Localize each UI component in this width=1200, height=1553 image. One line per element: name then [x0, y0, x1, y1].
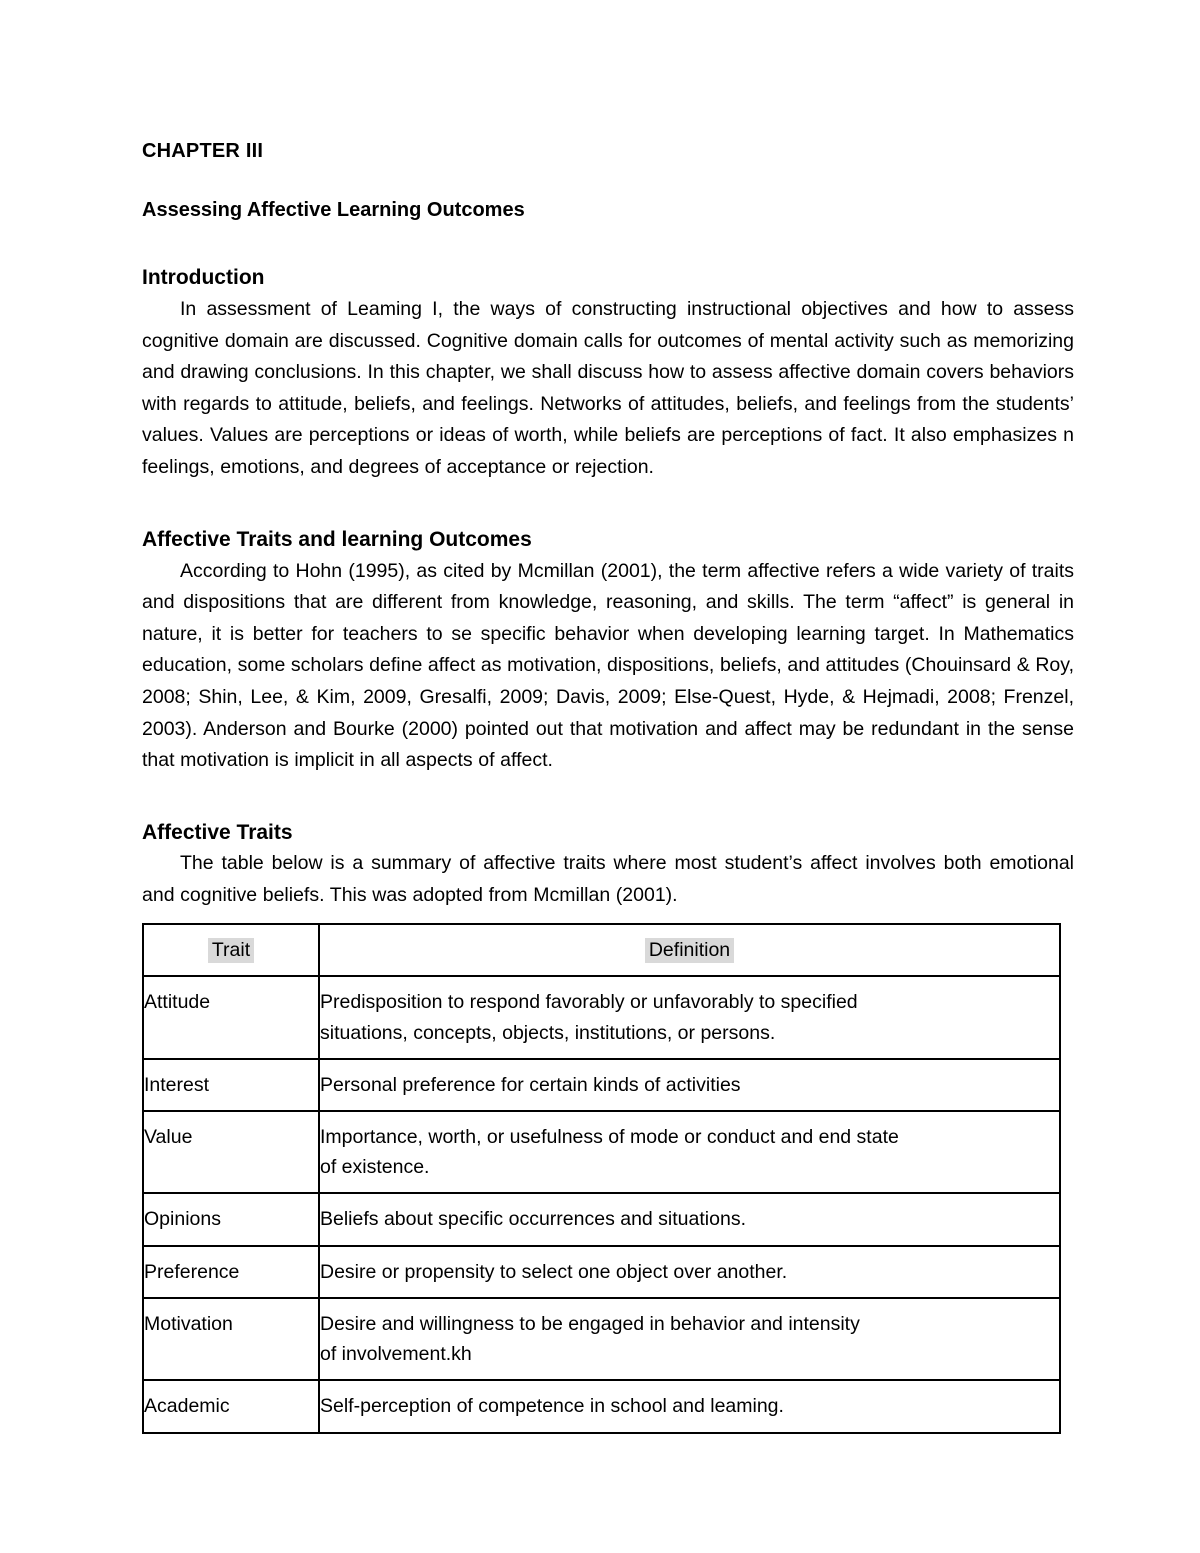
cell-definition [319, 1193, 1060, 1245]
paragraph-introduction [142, 294, 1074, 483]
paragraph-affective-traits-text: The table below is a summary of affective traits where most student’s affect involves both emotional and cognitive beliefs. This was adopted from Mcmillan (2001). [142, 851, 1074, 906]
column-header-definition-label: Definition [645, 938, 734, 963]
definition-line-2: situations, concepts, objects, institutions, or persons. [320, 1021, 776, 1044]
paragraph-introduction-text: In assessment of Leaming I, the ways of constructing instructional objectives and how to assess cognitive domain are discussed. Cognitive domain calls for outcomes of mental activity such as memorizing and drawing conclusions. In this chapter, we shall discuss how to assess affective domain covers behaviors with regards to attitude, beliefs, and feelings. Networks of attitudes, beliefs, and feelings from the students’ values. Values are perceptions or ideas of worth, while beliefs are perceptions of fact. It also emphasizes n feelings, emotions, and degrees of acceptance or rejection. [142, 298, 1074, 479]
definition-line-1: Desire and willingness to be engaged in behavior and intensity [320, 1312, 860, 1335]
section-heading-affective-traits: Affective Traits [142, 820, 293, 844]
column-header-trait-label: Trait [208, 938, 254, 963]
column-header-trait [143, 924, 319, 976]
table-body [143, 976, 1060, 1432]
cell-definition [319, 1298, 1060, 1380]
definition-line-1: Personal preference for certain kinds of activities [320, 1073, 741, 1096]
definition-line-2: of existence. [320, 1156, 430, 1179]
cell-trait: Motivation [143, 1298, 319, 1380]
definition-line-2: of involvement.kh [320, 1343, 472, 1366]
chapter-label: CHAPTER III [142, 140, 264, 162]
paragraph-affective-traits-and-learning-outcomes [142, 556, 1074, 777]
cell-trait: Opinions [143, 1193, 319, 1245]
cell-trait: Interest [143, 1059, 319, 1111]
cell-trait: Preference [143, 1246, 319, 1298]
cell-trait: Attitude [143, 976, 319, 1058]
cell-definition [319, 1111, 1060, 1193]
paragraph-affective-traits [142, 848, 1074, 911]
section-heading-introduction: Introduction [142, 266, 265, 289]
document-subtitle: Assessing Affective Learning Outcomes [142, 199, 525, 221]
table-row [143, 1111, 1060, 1193]
cell-definition [319, 1059, 1060, 1111]
table-row [143, 1059, 1060, 1111]
table-row [143, 1193, 1060, 1245]
table-header [143, 924, 1060, 976]
table-header-row [143, 924, 1060, 976]
document-content [142, 140, 1074, 1434]
paragraph-affective-traits-and-learning-outcomes-text: According to Hohn (1995), as cited by Mcmillan (2001), the term affective refers a wide variety of traits and dispositions that are different from knowledge, reasoning, and skills. The term “affect” is general in nature, it is better for teachers to se specific behavior when developing learning target. In Mathematics education, some scholars define affect as motivation, dispositions, beliefs, and attitudes (Chouinsard & Roy, 2008; Shin, Lee, & Kim, 2009, Gresalfi, 2009; Davis, 2009; Else-Quest, Hyde, & Hejmadi, 2008; Frenzel, 2003). Anderson and Bourke (2000) pointed out that motivation and affect may be redundant in the sense that motivation is implicit in all aspects of affect. [142, 559, 1074, 772]
cell-trait: Value [143, 1111, 319, 1193]
cell-trait: Academic [143, 1380, 319, 1432]
definition-line-1: Beliefs about specific occurrences and situations. [320, 1208, 746, 1231]
definition-line-1: Importance, worth, or usefulness of mode or conduct and end state [320, 1125, 899, 1148]
definition-line-1: Desire or propensity to select one object over another. [320, 1260, 788, 1283]
section-heading-affective-traits-and-learning-outcomes: Affective Traits and learning Outcomes [142, 527, 532, 551]
definition-line-1: Self-perception of competence in school and leaming. [320, 1395, 784, 1418]
table-row [143, 976, 1060, 1058]
cell-definition [319, 1380, 1060, 1432]
cell-definition [319, 1246, 1060, 1298]
table-row [143, 1380, 1060, 1432]
table-row [143, 1298, 1060, 1380]
table-row [143, 1246, 1060, 1298]
cell-definition [319, 976, 1060, 1058]
definition-line-1: Predisposition to respond favorably or unfavorably to specified [320, 991, 858, 1014]
affective-traits-table [142, 923, 1061, 1433]
column-header-definition [319, 924, 1060, 976]
